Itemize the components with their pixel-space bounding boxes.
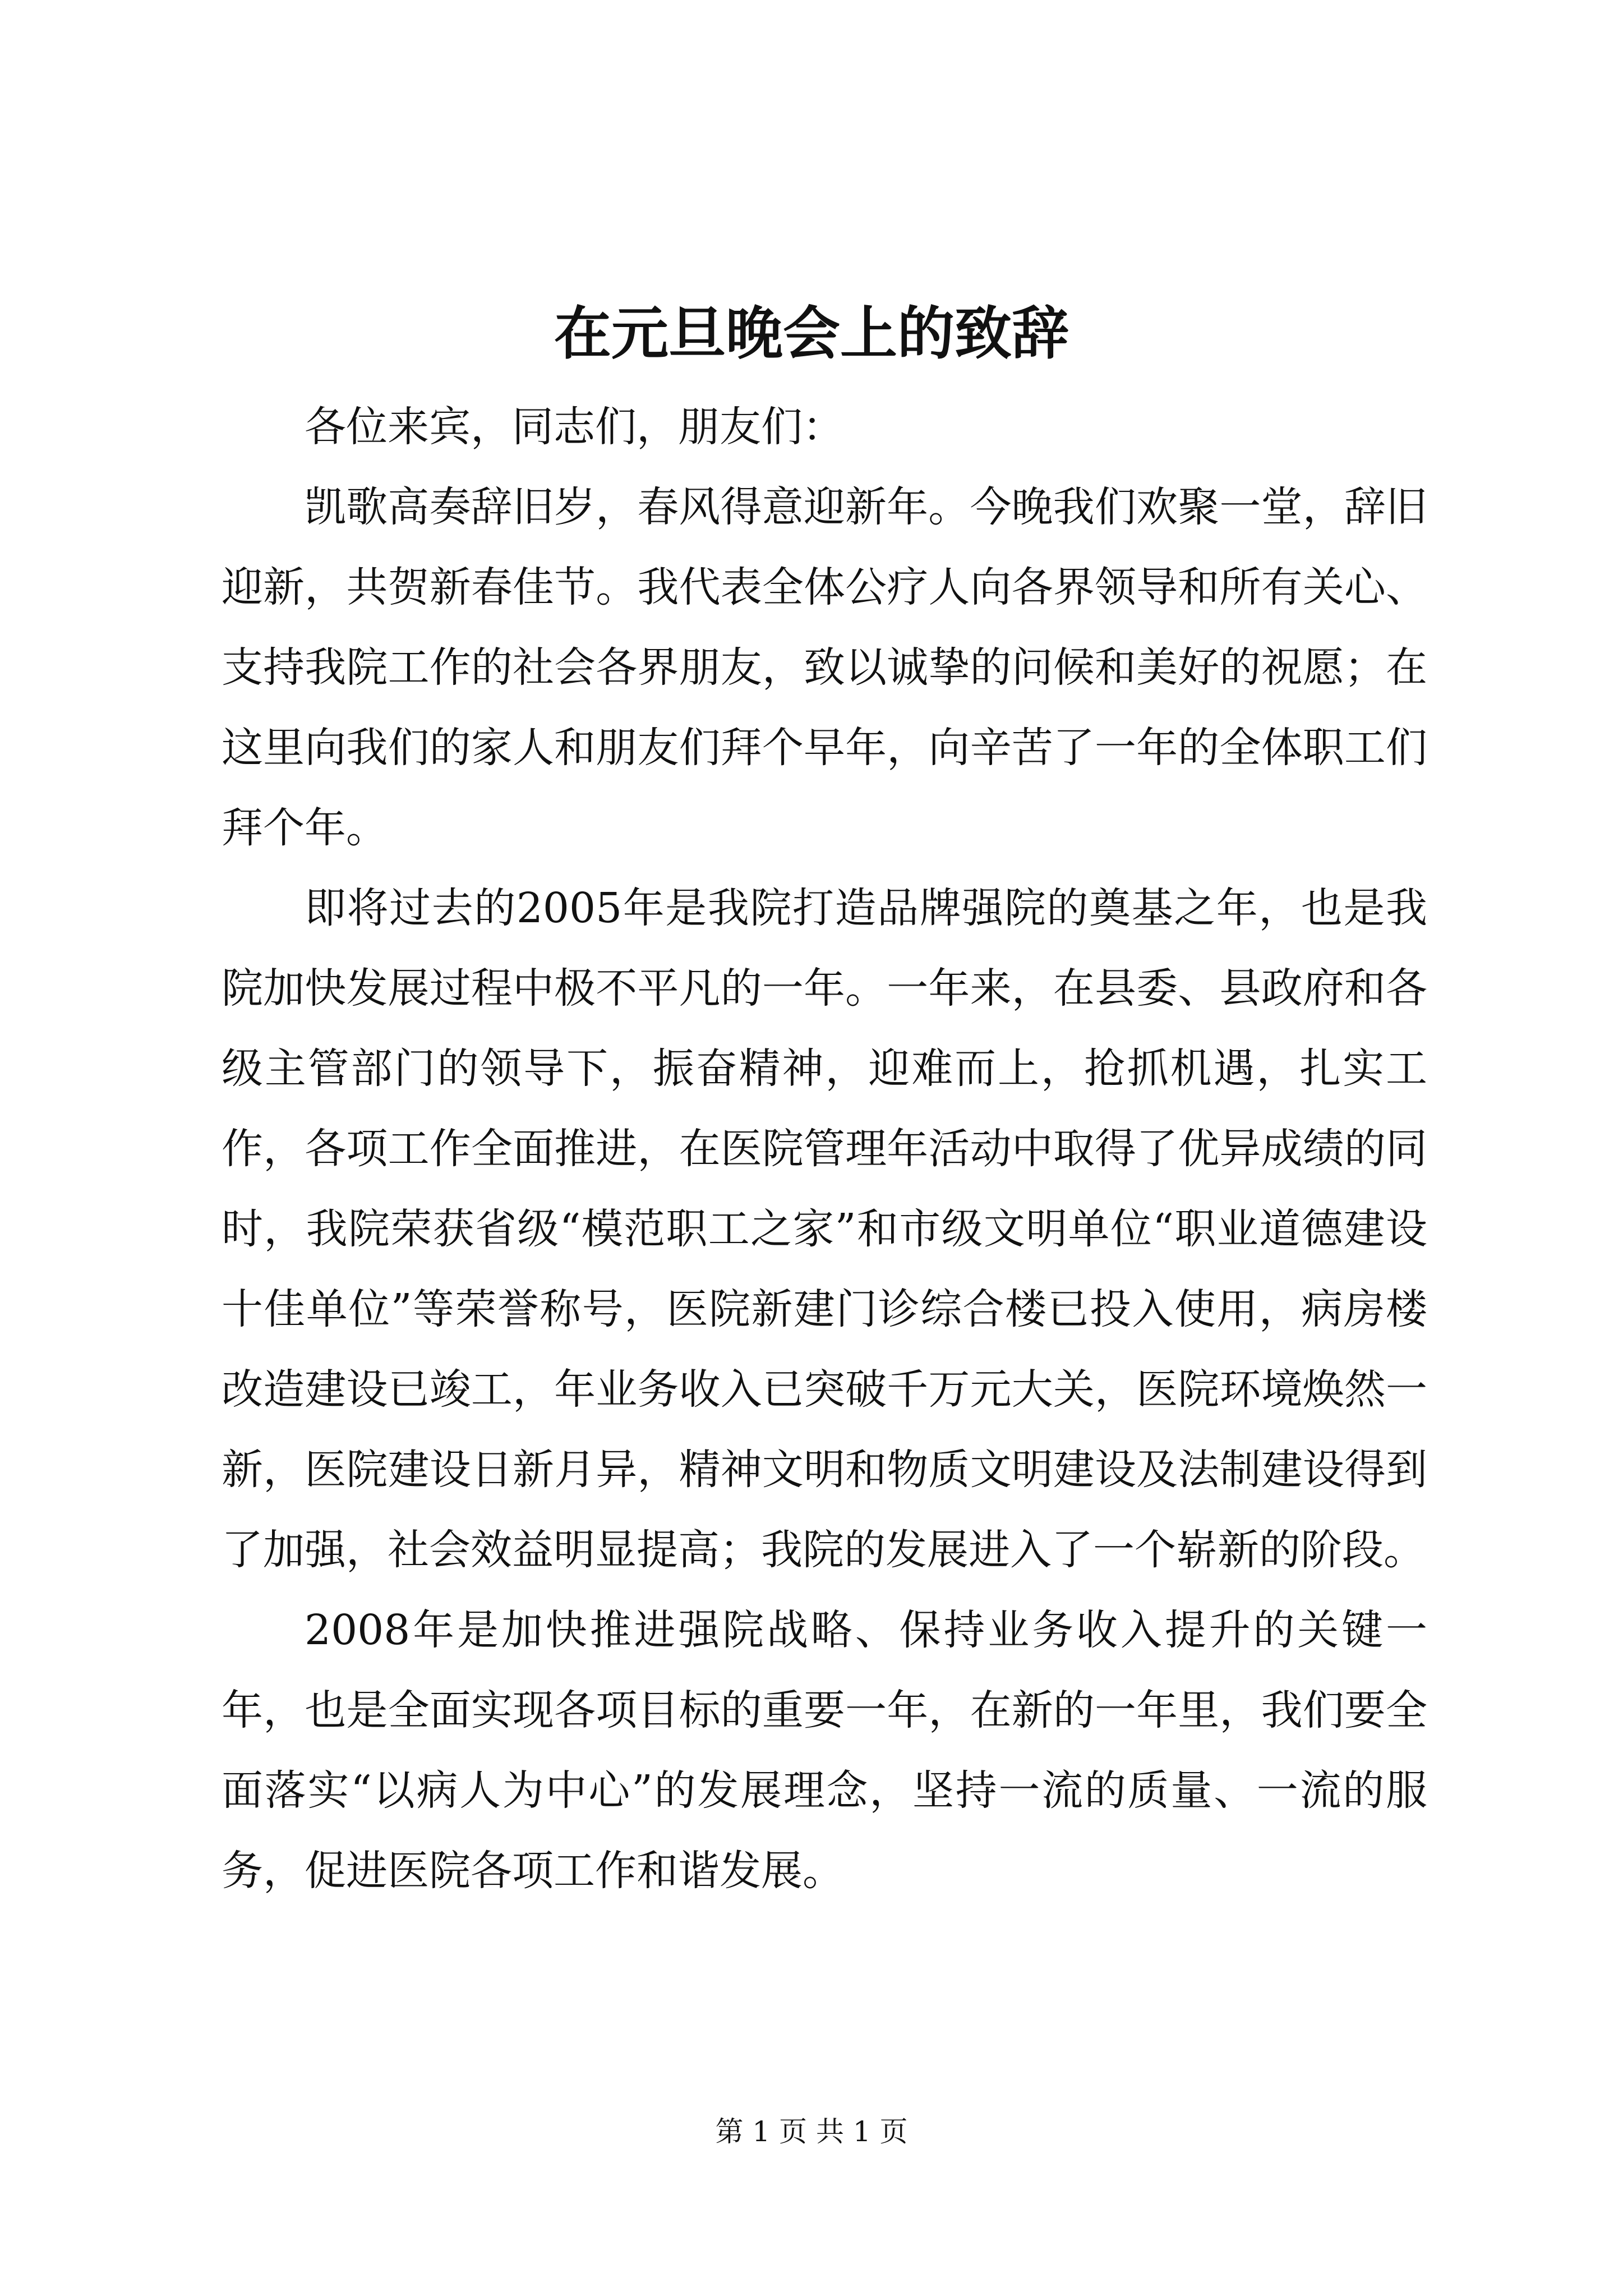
paragraph-greeting: 凯歌高奏辞旧岁，春风得意迎新年。今晚我们欢聚一堂，辞旧迎新，共贺新春佳节。我代表全体公疗人向各界领导和所有关心、支持我院工作的社会各界朋友，致以诚挚的问候和美好的祝愿；在这里向我们的家人和朋友们拜个早年，向辛苦了一年的全体职工们拜个年。 (222, 483, 1427, 852)
document-title: 在元旦晚会上的致辞 (554, 300, 1069, 367)
paragraph-salutation: 各位来宾，同志们，朋友们： (305, 403, 844, 451)
paragraph-outlook: 2008年是加快推进强院战略、保持业务收入提升的关键一年，也是全面实现各项目标的重要一年，在新的一年里，我们要全面落实“以病人为中心”的发展理念，坚持一流的质量、一流的服务，促进医院各项工作和谐发展。 (222, 1606, 1427, 1895)
document-body (222, 387, 1427, 1911)
paragraph-review: 即将过去的2005年是我院打造品牌强院的奠基之年，也是我院加快发展过程中极不平凡的一年。一年来，在县委、县政府和各级主管部门的领导下，振奋精神，迎难而上，抢抓机遇，扎实工作，各项工作全面推进，在医院管理年活动中取得了优异成绩的同时，我院荣获省级“模范职工之家”和市级文明单位“职业道德建设十佳单位”等荣誉称号，医院新建门诊综合楼已投入使用，病房楼改造建设已竣工，年业务收入已突破千万元大关，医院环境焕然一新，医院建设日新月异，精神文明和物质文明建设及法制建设得到了加强，社会效益明显提高；我院的发展进入了一个崭新的阶段。 (222, 884, 1427, 1574)
page-number-footer: 第 1 页 共 1 页 (715, 2115, 908, 2148)
